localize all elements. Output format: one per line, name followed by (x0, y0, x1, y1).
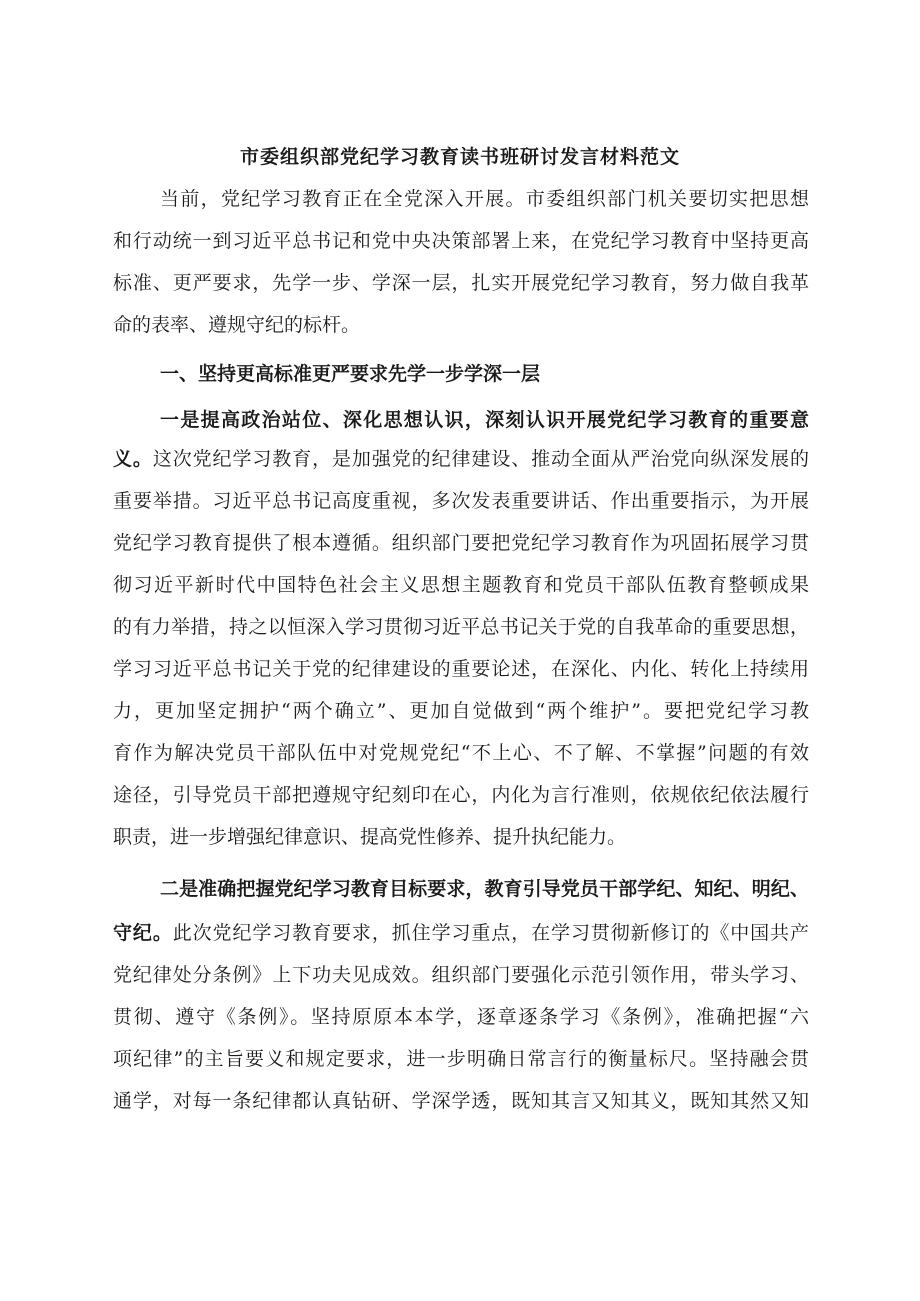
para1-line-8: 力，更加坚定拥护“两个确立”、更加自觉做到“两个维护”。要把党纪学习教 (113, 700, 809, 722)
para1-line-5: 彻习近平新时代中国特色社会主义思想主题教育和党员干部队伍教育整顿成果 (113, 574, 809, 596)
para2-line-6: 通学，对每一条纪律都认真钻研、学深学透，既知其言又知其义，既知其然又知 (113, 1090, 809, 1112)
para2-line-2-rest: 此次党纪学习教育要求，抓住学习重点，在学习贯彻新修订的《中国共产 (172, 922, 809, 944)
para2-line-4: 贯彻、遵守《条例》。坚持原原本本学，逐章逐条学习《条例》，准确把握“六 (113, 1006, 809, 1028)
document-title: 市委组织部党纪学习教育读书班研讨发言材料范文 (239, 146, 680, 168)
para1-line-4: 党纪学习教育提供了根本遵循。组织部门要把党纪学习教育作为巩固拓展学习贯 (113, 532, 809, 554)
intro-line-1: 当前，党纪学习教育正在全党深入开展。市委组织部门机关要切实把思想 (160, 188, 809, 210)
section-1-heading: 一、坚持更高标准更严要求先学一步学深一层 (160, 363, 541, 385)
para2-lead-line: 二是准确把握党纪学习教育目标要求，教育引导党员干部学纪、知纪、明纪、 (160, 878, 809, 900)
para1-line-7: 学习习近平总书记关于党的纪律建设的重要论述，在深化、内化、转化上持续用 (113, 658, 809, 680)
para1-line-2 (113, 444, 809, 474)
para2-line-5: 项纪律”的主旨要义和规定要求，进一步明确日常言行的衡量标尺。坚持融会贯 (113, 1048, 809, 1070)
para1-line-10: 途径，引导党员干部把遵规守纪刻印在心，内化为言行准则，依规依纪依法履行 (113, 784, 809, 806)
para1-line-3: 重要举措。习近平总书记高度重视，多次发表重要讲话、作出重要指示，为开展 (113, 490, 809, 512)
para1-line-11: 职责，进一步增强纪律意识、提高党性修养、提升执纪能力。 (113, 826, 627, 848)
intro-line-4: 命的表率、遵规守纪的标杆。 (113, 314, 361, 336)
para2-line-3: 党纪律处分条例》上下功夫见成效。组织部门要强化示范引领作用，带头学习、 (113, 964, 809, 986)
para1-line-2-rest: 这次党纪学习教育，是加强党的纪律建设、推动全面从严治党向纵深发展的 (152, 448, 809, 470)
para1-lead-tail: 义。 (113, 448, 153, 470)
para2-lead-tail: 守纪。 (113, 922, 173, 944)
para1-line-6: 的有力举措，持之以恒深入学习贯彻习近平总书记关于党的自我革命的重要思想， (113, 616, 809, 638)
para1-line-9: 育作为解决党员干部队伍中对党规党纪“不上心、不了解、不掌握”问题的有效 (113, 742, 809, 764)
intro-line-2: 和行动统一到习近平总书记和党中央决策部署上来，在党纪学习教育中坚持更高 (113, 230, 809, 252)
para1-lead-line: 一是提高政治站位、深化思想认识，深刻认识开展党纪学习教育的重要意 (160, 409, 809, 431)
intro-line-3: 标准、更严要求，先学一步、学深一层，扎实开展党纪学习教育，努力做自我革 (113, 272, 809, 294)
para2-line-2 (113, 918, 809, 948)
